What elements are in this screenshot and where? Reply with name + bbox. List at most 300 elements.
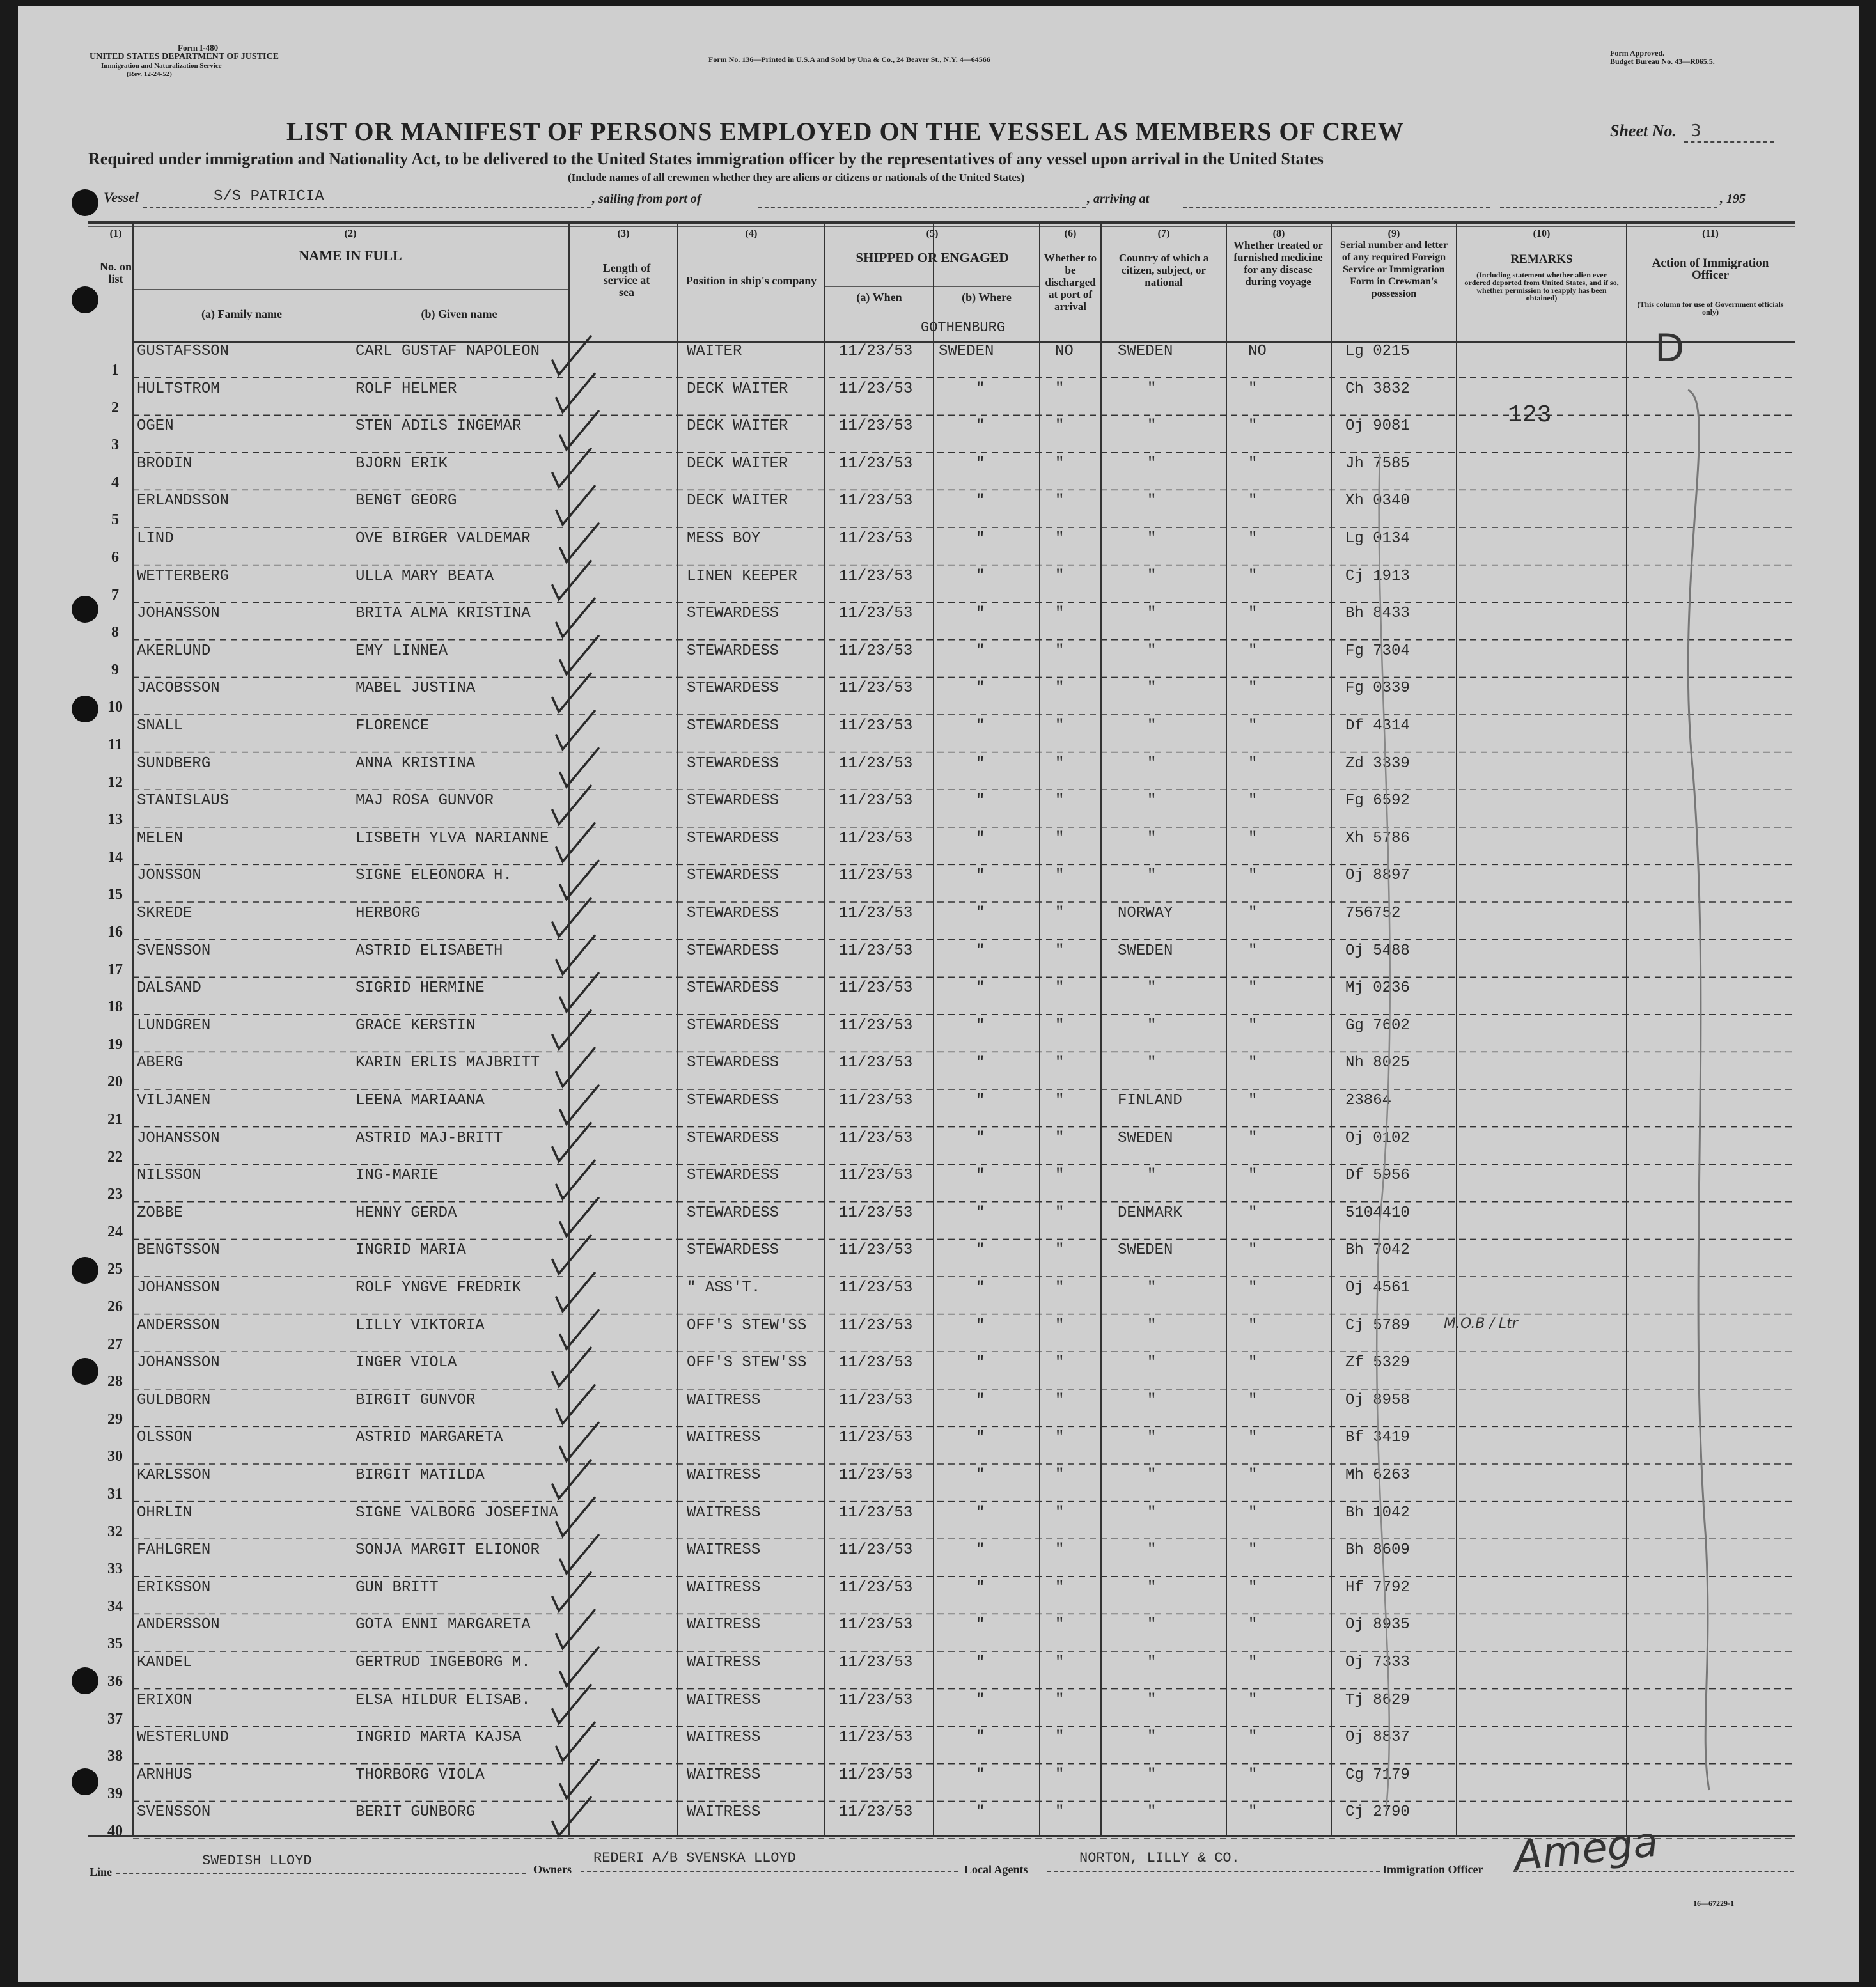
cell-where: " — [976, 1092, 985, 1109]
cell-position: STEWARDESS — [687, 1054, 779, 1072]
cell-given: BIRGIT MATILDA — [356, 1467, 485, 1484]
checkmark — [560, 1535, 598, 1573]
remarks-note: (Including statement whether alien ever ordered deported from United States, and if so, whether permission to reapply has been obtained) — [1464, 270, 1619, 302]
cell-position: WAITRESS — [687, 1504, 761, 1522]
cell-discharged: " — [1055, 979, 1065, 997]
cell-serial: Fg 6592 — [1345, 792, 1410, 810]
cell-position: STEWARDESS — [687, 754, 779, 772]
serial-pencil-line — [1377, 454, 1390, 1809]
cell-given: MABEL JUSTINA — [356, 680, 476, 697]
cell-medicine: " — [1248, 1092, 1258, 1109]
cell-serial: Bh 8609 — [1345, 1541, 1410, 1559]
checkmark — [556, 598, 595, 637]
cell-where: " — [976, 942, 985, 960]
cell-family: GUSTAFSSON — [137, 343, 230, 360]
cell-position: DECK WAITER — [687, 417, 788, 435]
cell-medicine: " — [1248, 605, 1258, 623]
cell-medicine: " — [1248, 867, 1258, 885]
owners-label: Owners — [533, 1863, 572, 1876]
cell-position: WAITER — [687, 343, 742, 360]
cell-country: " — [1147, 605, 1157, 623]
cell-family: ANDERSSON — [137, 1316, 220, 1334]
cell-position: DECK WAITER — [687, 492, 788, 510]
cell-serial: Oj 8935 — [1345, 1616, 1410, 1634]
cell-family: ANDERSSON — [137, 1616, 220, 1634]
cell-when: 11/23/53 — [839, 1541, 913, 1559]
cell-country: SWEDEN — [1118, 1129, 1173, 1147]
cell-where: " — [976, 1054, 985, 1072]
cell-family: AKERLUND — [137, 642, 211, 660]
cell-medicine: " — [1248, 1691, 1258, 1709]
cell-given: FLORENCE — [356, 717, 430, 735]
col-header-length: Length of service at sea — [602, 261, 651, 299]
cell-discharged: " — [1055, 1129, 1065, 1147]
row-number: 34 — [107, 1598, 123, 1615]
cell-discharged: " — [1055, 829, 1065, 847]
cell-discharged: " — [1055, 1691, 1065, 1709]
cell-position: STEWARDESS — [687, 792, 779, 810]
cell-serial: Oj 4561 — [1345, 1279, 1410, 1297]
row-number: 21 — [107, 1111, 123, 1128]
printer-note: Form No. 136—Printed in U.S.A and Sold by Una & Co., 24 Beaver St., N.Y. 4—64566 — [708, 55, 990, 64]
cell-serial: Oj 8958 — [1345, 1391, 1410, 1409]
manifest-sheet — [18, 6, 1859, 1982]
cell-family: OLSSON — [137, 1429, 192, 1447]
checkmark — [556, 711, 595, 749]
cell-position: STEWARDESS — [687, 680, 779, 697]
cell-family: ERIXON — [137, 1691, 192, 1709]
cell-serial: Df 5956 — [1345, 1167, 1410, 1185]
cell-serial: Fg 7304 — [1345, 642, 1410, 660]
cell-serial: Bh 1042 — [1345, 1504, 1410, 1522]
cell-country: SWEDEN — [1118, 343, 1173, 360]
cell-given: OVE BIRGER VALDEMAR — [356, 530, 531, 547]
cell-country: DENMARK — [1118, 1204, 1182, 1222]
cell-where: " — [976, 1654, 985, 1671]
cell-country: " — [1147, 1467, 1157, 1484]
cell-discharged: " — [1055, 867, 1065, 885]
cell-medicine: " — [1248, 1242, 1258, 1259]
col4-number: (4) — [745, 228, 758, 239]
row-number: 24 — [107, 1223, 123, 1240]
remarks-stamp: 123 — [1508, 401, 1552, 429]
checkmark — [552, 673, 591, 712]
cell-where: " — [976, 1804, 985, 1821]
cell-country: SWEDEN — [1118, 1242, 1173, 1259]
col-header-medicine: Whether treated or furnished medicine for any disease during voyage — [1233, 239, 1324, 288]
cell-discharged: " — [1055, 1804, 1065, 1821]
cell-when: 11/23/53 — [839, 942, 913, 960]
cell-where: " — [976, 1766, 985, 1784]
cell-where: " — [976, 605, 985, 623]
checkmark — [560, 1422, 598, 1461]
cell-serial: Oj 8837 — [1345, 1729, 1410, 1747]
form-approved: Form Approved. — [1610, 49, 1665, 58]
cell-family: OHRLIN — [137, 1504, 192, 1522]
cell-serial: 23864 — [1345, 1092, 1392, 1109]
cell-serial: Zd 3339 — [1345, 754, 1410, 772]
row-number: 37 — [107, 1710, 123, 1727]
row-number: 31 — [107, 1486, 123, 1502]
row-number: 1 — [111, 362, 119, 378]
cell-given: BJORN ERIK — [356, 455, 448, 472]
checkmark — [552, 561, 591, 600]
punch-hole — [72, 696, 98, 722]
cell-family: LUNDGREN — [137, 1017, 211, 1034]
cell-when: 11/23/53 — [839, 1092, 913, 1109]
include-note: (Include names of all crewmen whether they are aliens or citizens or nationals of the United States) — [568, 171, 1025, 183]
checkmark — [552, 336, 591, 375]
checkmark — [556, 1498, 595, 1536]
cell-when: 11/23/53 — [839, 343, 913, 360]
cell-where: " — [976, 1729, 985, 1747]
cell-position: " ASS'T. — [687, 1279, 761, 1297]
cell-serial: Fg 0339 — [1345, 680, 1410, 697]
cell-given: ASTRID ELISABETH — [356, 942, 503, 960]
cell-given: ASTRID MARGARETA — [356, 1429, 503, 1447]
cell-when: 11/23/53 — [839, 867, 913, 885]
cell-given: GERTRUD INGEBORG M. — [356, 1654, 531, 1671]
cell-given: ROLF HELMER — [356, 380, 457, 398]
cell-family: DALSAND — [137, 979, 201, 997]
cell-serial: Zf 5329 — [1345, 1354, 1410, 1372]
cell-where: " — [976, 1429, 985, 1447]
cell-medicine: " — [1248, 1129, 1258, 1147]
cell-when: 11/23/53 — [839, 792, 913, 810]
cell-medicine: " — [1248, 1467, 1258, 1484]
cell-where: " — [976, 1279, 985, 1297]
col-header-when: (a) When — [856, 291, 902, 304]
col-header-given: (b) Given name — [421, 308, 497, 320]
cell-discharged: " — [1055, 1354, 1065, 1372]
cell-discharged: " — [1055, 1541, 1065, 1559]
cell-family: JOHANSSON — [137, 1279, 220, 1297]
cell-medicine: " — [1248, 1729, 1258, 1747]
cell-where: " — [976, 979, 985, 997]
cell-given: HENNY GERDA — [356, 1204, 457, 1222]
cell-where: " — [976, 642, 985, 660]
checkmark — [552, 1011, 591, 1049]
cell-when: 11/23/53 — [839, 1504, 913, 1522]
cell-medicine: " — [1248, 567, 1258, 585]
punch-hole — [72, 189, 98, 216]
row-number: 5 — [111, 511, 119, 529]
service: Immigration and Naturalization Service — [101, 62, 222, 70]
cell-when: 11/23/53 — [839, 530, 913, 547]
cell-given: GRACE KERSTIN — [356, 1017, 476, 1034]
checkmark — [560, 411, 598, 449]
cell-family: SVENSSON — [137, 942, 211, 960]
cell-given: GOTA ENNI MARGARETA — [356, 1616, 531, 1634]
cell-discharged: " — [1055, 754, 1065, 772]
cell-country: " — [1147, 829, 1157, 847]
punch-hole — [72, 1358, 98, 1385]
cell-serial: Lg 0215 — [1345, 343, 1410, 360]
officer-signature: Amega — [1512, 1818, 1661, 1881]
cell-medicine: " — [1248, 1429, 1258, 1447]
cell-discharged: " — [1055, 492, 1065, 510]
checkmark — [560, 636, 598, 674]
action-pencil-line — [1688, 390, 1709, 1790]
col3-number: (3) — [617, 228, 630, 239]
cell-where: " — [976, 567, 985, 585]
cell-medicine: " — [1248, 905, 1258, 922]
cell-given: LEENA MARIAANA — [356, 1092, 485, 1109]
cell-medicine: " — [1248, 1167, 1258, 1185]
cell-given: ULLA MARY BEATA — [356, 567, 494, 585]
cell-serial: Mh 6263 — [1345, 1467, 1410, 1484]
row-number: 35 — [107, 1635, 123, 1653]
punch-hole — [72, 596, 98, 623]
cell-discharged: " — [1055, 1729, 1065, 1747]
cell-position: STEWARDESS — [687, 1129, 779, 1147]
cell-where: " — [976, 754, 985, 772]
cell-family: NILSSON — [137, 1167, 201, 1185]
cell-where: " — [976, 492, 985, 510]
cell-position: STEWARDESS — [687, 1204, 779, 1222]
cell-position: STEWARDESS — [687, 717, 779, 735]
vessel-name: S/S PATRICIA — [214, 188, 324, 205]
cell-position: DECK WAITER — [687, 455, 788, 472]
cell-discharged: " — [1055, 605, 1065, 623]
cell-given: INGER VIOLA — [356, 1354, 457, 1372]
cell-given: ANNA KRISTINA — [356, 754, 476, 772]
row-number: 30 — [107, 1448, 123, 1465]
checkmark — [560, 973, 598, 1011]
cell-given: LISBETH YLVA NARIANNE — [356, 829, 549, 847]
row-number: 20 — [107, 1073, 123, 1091]
cell-position: DECK WAITER — [687, 380, 788, 398]
cell-medicine: " — [1248, 829, 1258, 847]
row-number: 7 — [111, 586, 119, 604]
cell-when: 11/23/53 — [839, 380, 913, 398]
cell-medicine: " — [1248, 1578, 1258, 1596]
cell-medicine: " — [1248, 1391, 1258, 1409]
department: UNITED STATES DEPARTMENT OF JUSTICE — [90, 52, 279, 61]
cell-serial: Cj 5789 — [1345, 1316, 1410, 1334]
checkmark — [552, 1235, 591, 1274]
line-underline — [116, 1873, 526, 1874]
cell-when: 11/23/53 — [839, 1391, 913, 1409]
cell-where: " — [976, 1467, 985, 1484]
col-header-discharged: Whether to be discharged at port of arrival — [1044, 252, 1097, 313]
cell-medicine: " — [1248, 455, 1258, 472]
cell-where: " — [976, 380, 985, 398]
cell-discharged: " — [1055, 1316, 1065, 1334]
cell-serial: Ch 3832 — [1345, 380, 1410, 398]
col8-number: (8) — [1272, 228, 1285, 239]
cell-family: GULDBORN — [137, 1391, 211, 1409]
line-label: Line — [90, 1866, 113, 1878]
cell-serial: Cj 2790 — [1345, 1804, 1410, 1821]
cell-country: " — [1147, 680, 1157, 697]
cell-discharged: " — [1055, 530, 1065, 547]
row-number: 29 — [107, 1410, 123, 1428]
cell-position: STEWARDESS — [687, 1242, 779, 1259]
cell-when: 11/23/53 — [839, 1316, 913, 1334]
cell-where: " — [976, 1017, 985, 1034]
cell-when: 11/23/53 — [839, 1578, 913, 1596]
cell-given: ELSA HILDUR ELISAB. — [356, 1691, 531, 1709]
checkmark — [556, 1610, 595, 1648]
cell-serial: Df 4314 — [1345, 717, 1410, 735]
cell-position: WAITRESS — [687, 1391, 761, 1409]
cell-medicine: " — [1248, 642, 1258, 660]
cell-country: " — [1147, 1804, 1157, 1821]
cell-position: STEWARDESS — [687, 1167, 779, 1185]
cell-country: " — [1147, 1616, 1157, 1634]
cell-when: 11/23/53 — [839, 1242, 913, 1259]
cell-given: INGRID MARIA — [356, 1242, 466, 1259]
cell-where: " — [976, 1316, 985, 1334]
cell-family: ARNHUS — [137, 1766, 192, 1784]
cell-where: " — [976, 1504, 985, 1522]
sailing-label: , sailing from port of — [592, 192, 701, 206]
cell-discharged: " — [1055, 1654, 1065, 1671]
cell-when: 11/23/53 — [839, 829, 913, 847]
cell-position: STEWARDESS — [687, 1017, 779, 1034]
cell-given: SIGRID HERMINE — [356, 979, 485, 997]
cell-given: SIGNE ELEONORA H. — [356, 867, 512, 885]
cell-family: SNALL — [137, 717, 184, 735]
cell-where: " — [976, 680, 985, 697]
row-number: 16 — [107, 924, 123, 940]
cell-where: " — [976, 1691, 985, 1709]
cell-medicine: " — [1248, 1204, 1258, 1222]
cell-position: WAITRESS — [687, 1541, 761, 1559]
checkmark — [556, 486, 595, 524]
cell-discharged: " — [1055, 1242, 1065, 1259]
cell-discharged: " — [1055, 642, 1065, 660]
page-title: LIST OR MANIFEST OF PERSONS EMPLOYED ON THE VESSEL AS MEMBERS OF CREW — [286, 117, 1404, 146]
cell-family: JOHANSSON — [137, 1129, 220, 1147]
cell-family: ERIKSSON — [137, 1578, 211, 1596]
checkmark — [552, 1797, 591, 1835]
cell-family: LIND — [137, 530, 174, 547]
cell-medicine: " — [1248, 530, 1258, 547]
cell-discharged: " — [1055, 1054, 1065, 1072]
row-number: 8 — [111, 624, 119, 641]
cell-medicine: " — [1248, 717, 1258, 735]
checkmark — [556, 374, 595, 412]
cell-serial: Tj 8629 — [1345, 1691, 1410, 1709]
cell-when: 11/23/53 — [839, 1054, 913, 1072]
cell-family: STANISLAUS — [137, 792, 230, 810]
cell-given: MAJ ROSA GUNVOR — [356, 792, 494, 810]
cell-discharged: " — [1055, 455, 1065, 472]
cell-discharged: " — [1055, 1616, 1065, 1634]
cell-family: MELEN — [137, 829, 184, 847]
cell-given: ING-MARIE — [356, 1167, 439, 1185]
cell-country: NORWAY — [1118, 905, 1173, 922]
col6-number: (6) — [1064, 228, 1077, 239]
row-number: 33 — [107, 1561, 123, 1578]
cell-given: THORBORG VIOLA — [356, 1766, 485, 1784]
cell-country: " — [1147, 642, 1157, 660]
row-number: 26 — [107, 1298, 123, 1315]
checkmark — [560, 1311, 598, 1349]
col-header-action: Action of Immigration Officer — [1652, 256, 1769, 282]
cell-serial: Hf 7792 — [1345, 1578, 1410, 1596]
cell-discharged: " — [1055, 380, 1065, 398]
agents-value: NORTON, LILLY & CO. — [1079, 1850, 1240, 1866]
cell-when: 11/23/53 — [839, 754, 913, 772]
checkmark — [556, 936, 595, 974]
cell-country: " — [1147, 1391, 1157, 1409]
cell-given: SONJA MARGIT ELIONOR — [356, 1541, 540, 1559]
cell-medicine: " — [1248, 1766, 1258, 1784]
cell-medicine: " — [1248, 1279, 1258, 1297]
checkmark — [552, 1685, 591, 1724]
cell-position: OFF'S STEW'SS — [687, 1316, 807, 1334]
col10-number: (10) — [1533, 228, 1551, 239]
punch-hole — [72, 1257, 98, 1284]
cell-where: " — [976, 829, 985, 847]
cell-given: LILLY VIKTORIA — [356, 1316, 485, 1334]
cell-discharged: " — [1055, 717, 1065, 735]
cell-country: SWEDEN — [1118, 942, 1173, 960]
cell-where: " — [976, 1578, 985, 1596]
checkmark — [556, 1160, 595, 1199]
row-number: 14 — [107, 848, 123, 866]
cell-country: " — [1147, 1354, 1157, 1372]
cell-position: WAITRESS — [687, 1691, 761, 1709]
cell-when: 11/23/53 — [839, 455, 913, 472]
cell-when: 11/23/53 — [839, 905, 913, 922]
row-number: 39 — [107, 1785, 123, 1802]
cell-country: " — [1147, 1279, 1157, 1297]
cell-given: ASTRID MAJ-BRITT — [356, 1129, 503, 1147]
vessel-label: Vessel — [104, 189, 139, 205]
cell-country: " — [1147, 1654, 1157, 1671]
cell-serial: Lg 0134 — [1345, 530, 1410, 547]
cell-country: " — [1147, 1578, 1157, 1596]
col-header-serial: Serial number and letter of any required Foreign Service or Immigration Form in Crewman's possession — [1340, 240, 1448, 299]
cell-serial: Gg 7602 — [1345, 1017, 1410, 1034]
action-note: (This column for use of Government officials only) — [1637, 300, 1784, 316]
officer-underline — [1513, 1871, 1794, 1872]
cell-serial: Oj 5488 — [1345, 942, 1410, 960]
cell-position: STEWARDESS — [687, 942, 779, 960]
cell-discharged: " — [1055, 1167, 1065, 1185]
cell-family: HULTSTROM — [137, 380, 220, 398]
checkmark — [560, 524, 598, 562]
cell-where: " — [976, 1167, 985, 1185]
cell-country: " — [1147, 1054, 1157, 1072]
col-header-no-on-list: No. on list — [99, 260, 132, 285]
cell-when: 11/23/53 — [839, 1167, 913, 1185]
checkmark — [552, 1123, 591, 1162]
row-number: 38 — [107, 1748, 123, 1765]
col-header-where: (b) Where — [962, 291, 1012, 304]
cell-family: ABERG — [137, 1054, 184, 1072]
col-header-name: NAME IN FULL — [299, 247, 402, 263]
checkmark — [556, 1722, 595, 1761]
cell-discharged: " — [1055, 1204, 1065, 1222]
row-number: 3 — [111, 437, 119, 454]
cell-serial: Oj 0102 — [1345, 1129, 1410, 1147]
row-number: 9 — [111, 661, 119, 678]
cell-position: LINEN KEEPER — [687, 567, 797, 585]
owners-underline — [581, 1871, 958, 1872]
cell-serial: Bh 8433 — [1345, 605, 1410, 623]
cell-given: SIGNE VALBORG JOSEFINA — [356, 1504, 558, 1522]
cell-serial: Oj 8897 — [1345, 867, 1410, 885]
cell-medicine: " — [1248, 792, 1258, 810]
cell-serial: Nh 8025 — [1345, 1054, 1410, 1072]
cell-country: " — [1147, 1541, 1157, 1559]
cell-medicine: " — [1248, 754, 1258, 772]
